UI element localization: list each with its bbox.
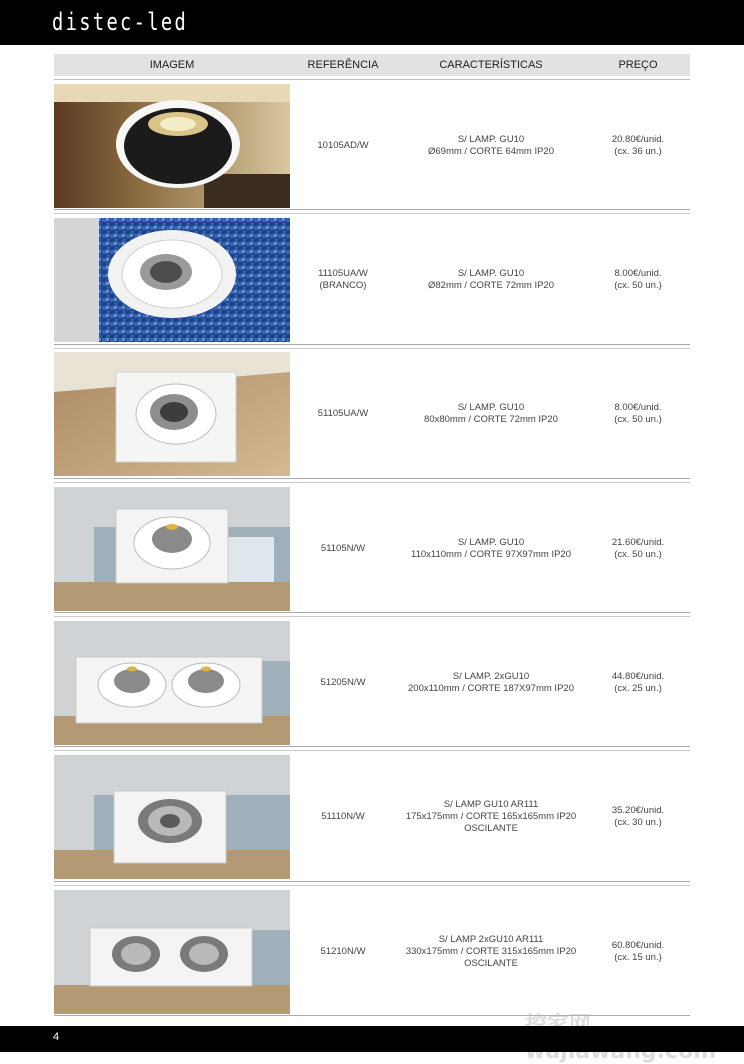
reference-text: 11105UA/W	[318, 268, 368, 279]
reference-cell	[290, 621, 396, 745]
price-unit: 44.80€/unid.	[611, 671, 665, 682]
price-unit: 8.00€/unid.	[614, 268, 662, 279]
features-cell	[396, 755, 586, 879]
product-image	[54, 621, 290, 745]
features-line: 110x110mm / CORTE 97X97mm IP20	[411, 549, 571, 560]
price-unit: 21.60€/unid.	[611, 537, 665, 548]
reference-text: 51105N/W	[320, 543, 366, 554]
row-divider	[54, 348, 690, 349]
price-cell	[586, 487, 690, 611]
row-divider	[54, 746, 690, 747]
reference-text: (BRANCO)	[319, 280, 367, 291]
features-line: S/ LAMP. GU10	[457, 268, 525, 279]
price-box: (cx. 25 un.)	[614, 683, 662, 694]
reference-cell	[290, 890, 396, 1014]
features-line: Ø69mm / CORTE 64mm IP20	[428, 146, 554, 157]
features-line: 175x175mm / CORTE 165x165mm IP20	[405, 811, 577, 822]
price-box: (cx. 50 un.)	[614, 280, 662, 291]
features-cell	[396, 487, 586, 611]
reference-text: 51110N/W	[321, 811, 365, 822]
product-row	[54, 890, 690, 1014]
price-unit: 20.80€/unid.	[611, 134, 665, 145]
features-cell	[396, 218, 586, 342]
column-header-price: PREÇO	[618, 59, 658, 71]
features-cell	[396, 621, 586, 745]
features-line: S/ LAMP. GU10	[457, 537, 525, 548]
reference-cell	[290, 755, 396, 879]
features-cell	[396, 352, 586, 476]
price-box: (cx. 15 un.)	[614, 952, 662, 963]
reference-text: 10105AD/W	[317, 140, 369, 151]
column-header-features: CARACTERÍSTICAS	[439, 59, 543, 71]
product-image	[54, 890, 290, 1014]
product-image	[54, 755, 290, 879]
row-divider	[54, 213, 690, 214]
features-cell	[396, 84, 586, 208]
features-line: S/ LAMP. 2xGU10	[452, 671, 530, 682]
brand-logo: distec-led	[52, 8, 189, 36]
product-row	[54, 621, 690, 745]
features-cell	[396, 890, 586, 1014]
row-divider	[54, 209, 690, 210]
features-line: S/ LAMP GU10 AR111	[443, 799, 539, 810]
row-divider	[54, 885, 690, 886]
price-cell	[586, 890, 690, 1014]
features-line: Ø82mm / CORTE 72mm IP20	[428, 280, 554, 291]
reference-cell	[290, 218, 396, 342]
product-image	[54, 352, 290, 476]
price-unit: 8.00€/unid.	[614, 402, 662, 413]
features-line: OSCILANTE	[464, 958, 518, 969]
price-cell	[586, 755, 690, 879]
page-number: 4	[53, 1031, 60, 1043]
price-box: (cx. 36 un.)	[614, 146, 662, 157]
column-header-reference: REFERÊNCIA	[307, 59, 379, 71]
features-line: S/ LAMP 2xGU10 AR111	[438, 934, 544, 945]
reference-cell	[290, 352, 396, 476]
row-divider	[54, 881, 690, 882]
features-line: 200x110mm / CORTE 187X97mm IP20	[408, 683, 574, 694]
row-divider	[54, 478, 690, 479]
features-line: 330x175mm / CORTE 315x165mm IP20	[405, 946, 577, 957]
reference-text: 51210N/W	[320, 946, 366, 957]
price-cell	[586, 352, 690, 476]
price-unit: 60.80€/unid.	[611, 940, 665, 951]
price-cell	[586, 84, 690, 208]
product-image	[54, 84, 290, 208]
features-line: S/ LAMP. GU10	[457, 402, 525, 413]
features-line: S/ LAMP. GU10	[457, 134, 525, 145]
price-box: (cx. 30 un.)	[614, 817, 662, 828]
table-header	[54, 54, 690, 76]
row-divider	[54, 750, 690, 751]
product-image	[54, 218, 290, 342]
features-line: 80x80mm / CORTE 72mm IP20	[424, 414, 558, 425]
product-row	[54, 84, 690, 208]
column-header-image: IMAGEM	[149, 59, 195, 71]
price-unit: 35.20€/unid.	[611, 805, 665, 816]
header-bar	[0, 0, 744, 45]
price-box: (cx. 50 un.)	[614, 549, 662, 560]
reference-cell	[290, 487, 396, 611]
header-divider	[54, 79, 690, 80]
product-row	[54, 218, 690, 342]
row-divider	[54, 612, 690, 613]
product-row	[54, 487, 690, 611]
product-image	[54, 487, 290, 611]
product-row	[54, 352, 690, 476]
row-divider	[54, 482, 690, 483]
row-divider	[54, 344, 690, 345]
price-cell	[586, 621, 690, 745]
reference-text: 51105UA/W	[317, 408, 369, 419]
price-cell	[586, 218, 690, 342]
product-row	[54, 755, 690, 879]
row-divider	[54, 616, 690, 617]
features-line: OSCILANTE	[464, 823, 518, 834]
reference-text: 51205N/W	[320, 677, 366, 688]
reference-cell	[290, 84, 396, 208]
footer-bar	[0, 1026, 744, 1052]
price-box: (cx. 50 un.)	[614, 414, 662, 425]
